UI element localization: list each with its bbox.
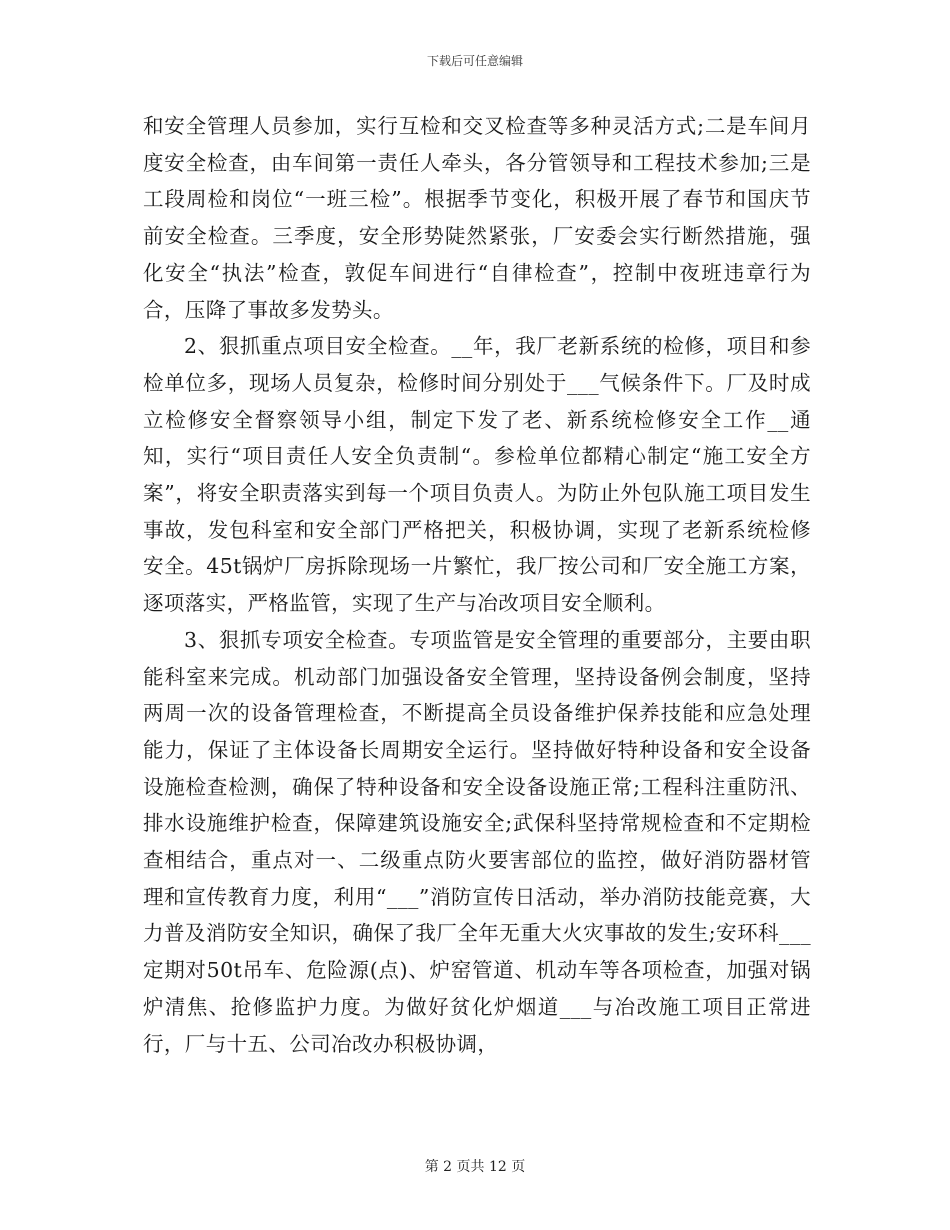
document-body <box>143 108 811 1062</box>
paragraph-key-project-inspection: 2、狠抓重点项目安全检查。__年，我厂老新系统的检修，项目和参检单位多，现场人员复杂，检修时间分别处于___气候条件下。厂及时成立检修安全督察领导小组，制定下发了老、新系统检修安全工作__通知，实行“项目责任人安全负责制“。参检单位都精心制定“施工安全方案”，将安全职责落实到每一个项目负责人。为防止外包队施工项目发生事故，发包科室和安全部门严格把关，积极协调，实现了老新系统检修安全。45t锅炉厂房拆除现场一片繁忙，我厂按公司和厂安全施工方案，逐项落实，严格监管，实现了生产与冶改项目安全顺利。 <box>143 334 811 616</box>
paragraph-continued: 和安全管理人员参加，实行互检和交叉检查等多种灵活方式;二是车间月度安全检查，由车间第一责任人牵头，各分管领导和工程技术参加;三是工段周检和岗位“一班三检”。根据季节变化，积极开展了春节和国庆节前安全检查。三季度，安全形势陡然紧张，厂安委会实行断然措施，强化安全“执法”检查，敦促车间进行“自律检查”，控制中夜班违章行为合，压降了事故多发势头。 <box>143 114 811 322</box>
page-header: 下载后可任意编辑 <box>426 54 523 68</box>
paragraph-special-inspection: 3、狠抓专项安全检查。专项监管是安全管理的重要部分，主要由职能科室来完成。机动部门加强设备安全管理，坚持设备例会制度，坚持两周一次的设备管理检查，不断提高全员设备维护保养技能和应急处理能力，保证了主体设备长周期安全运行。坚持做好特种设备和安全设备设施检查检测，确保了特种设备和安全设备设施正常;工程科注重防汛、排水设施维护检查，保障建筑设施安全;武保科坚持常规检查和不定期检查相结合，重点对一、二级重点防火要害部位的监控，做好消防器材管理和宣传教育力度，利用“___”消防宣传日活动，举办消防技能竞赛，大力普及消防安全知识，确保了我厂全年无重大火灾事故的发生;安环科___定期对50t吊车、危险源(点)、炉窑管道、机动车等各项检查，加强对锅炉清焦、抢修监护力度。为做好贫化炉烟道___与冶改施工项目正常进行，厂与十五、公司冶改办积极协调， <box>143 627 811 1056</box>
page-number-footer: 第 2 页共 12 页 <box>424 1159 526 1175</box>
